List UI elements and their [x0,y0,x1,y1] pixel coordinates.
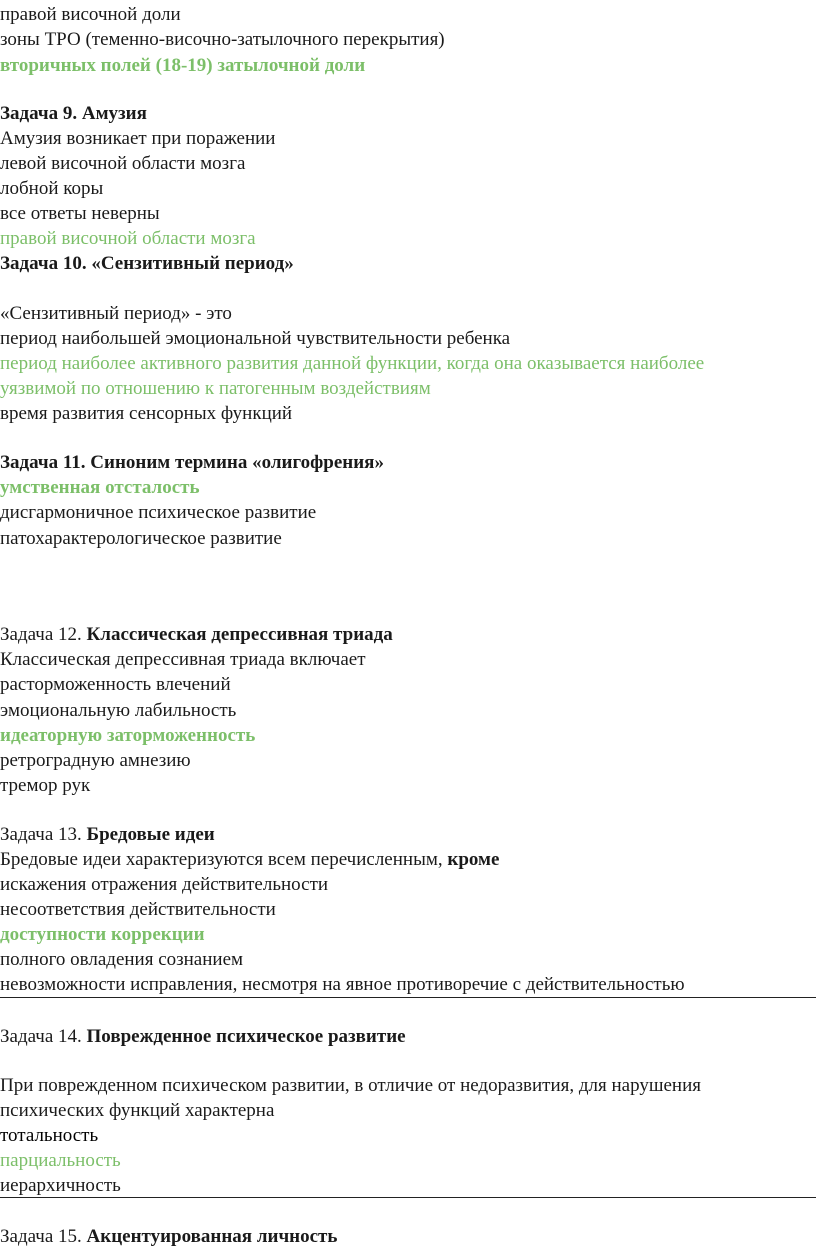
task-number: Задача 13. [0,824,87,845]
answer-option: эмоциональную лабильность [0,700,237,721]
correct-answer: вторичных полей (18-19) затылочной доли [0,55,366,76]
task-number: Задача 14. [0,1026,87,1047]
correct-answer: правой височной области мозга [0,228,256,249]
answer-option: иерархичность [0,1175,121,1196]
task-number: Задача 12. [0,624,87,645]
answer-option: невозможности исправления, несмотря на явное противоречие с действительностью [0,974,685,995]
answer-option: все ответы неверны [0,203,160,224]
task-number: Задача 15. [0,1226,87,1247]
divider-line [0,1197,816,1198]
correct-answer: идеаторную заторможенность [0,725,256,746]
correct-answer: умственная отсталость [0,477,200,498]
task-15-heading [0,1225,337,1249]
task-12-heading [0,623,393,647]
answer-option: левой височной области мозга [0,153,246,174]
task-10-heading: Задача 10. «Сензитивный период» [0,253,294,274]
answer-option: искажения отражения действительности [0,874,329,895]
task-13-heading [0,823,215,847]
answer-option: полного овладения сознанием [0,949,244,970]
answer-option: ретроградную амнезию [0,750,191,771]
task-title: Акцентуированная личность [86,1226,338,1247]
task-title: Классическая депрессивная триада [86,624,393,645]
answer-option: зоны ТРО (теменно-височно-затылочного перекрытия) [0,29,445,50]
correct-answer: период наиболее активного развития данной функции, когда она оказывается наиболее [0,353,705,374]
task-9-heading: Задача 9. Амузия [0,103,147,124]
task-14-heading [0,1025,406,1049]
answer-option: лобной коры [0,178,104,199]
answer-option: дисгармоничное психическое развитие [0,502,317,523]
answer-option: время развития сенсорных функций [0,403,293,424]
answer-option: правой височной доли [0,4,181,25]
task-title: Бредовые идеи [86,824,215,845]
answer-option: период наибольшей эмоциональной чувствительности ребенка [0,328,511,349]
answer-option: тремор рук [0,775,91,796]
task-14-question-continued: психических функций характерна [0,1100,275,1121]
task-title: Поврежденное психическое развитие [86,1026,406,1047]
task-10-question: «Сензитивный период» - это [0,303,232,324]
question-emphasis: кроме [447,849,500,870]
answer-option: расторможенность влечений [0,674,231,695]
task-9-question: Амузия возникает при поражении [0,128,276,149]
task-14-question: При поврежденном психическом развитии, в отличие от недоразвития, для нарушения [0,1075,702,1096]
correct-answer: парциальность [0,1150,121,1171]
answer-option: тотальность [0,1125,99,1146]
answer-option: патохарактерологическое развитие [0,528,282,549]
task-13-question [0,848,499,872]
task-12-question: Классическая депрессивная триада включает [0,649,366,670]
task-11-heading: Задача 11. Синоним термина «олигофрения» [0,452,384,473]
correct-answer-continued: уязвимой по отношению к патогенным воздействиям [0,378,431,399]
question-text: Бредовые идеи характеризуются всем перечисленным, [0,849,448,870]
divider-line [0,997,816,998]
answer-option: несоответствия действительности [0,899,276,920]
correct-answer: доступности коррекции [0,924,205,945]
